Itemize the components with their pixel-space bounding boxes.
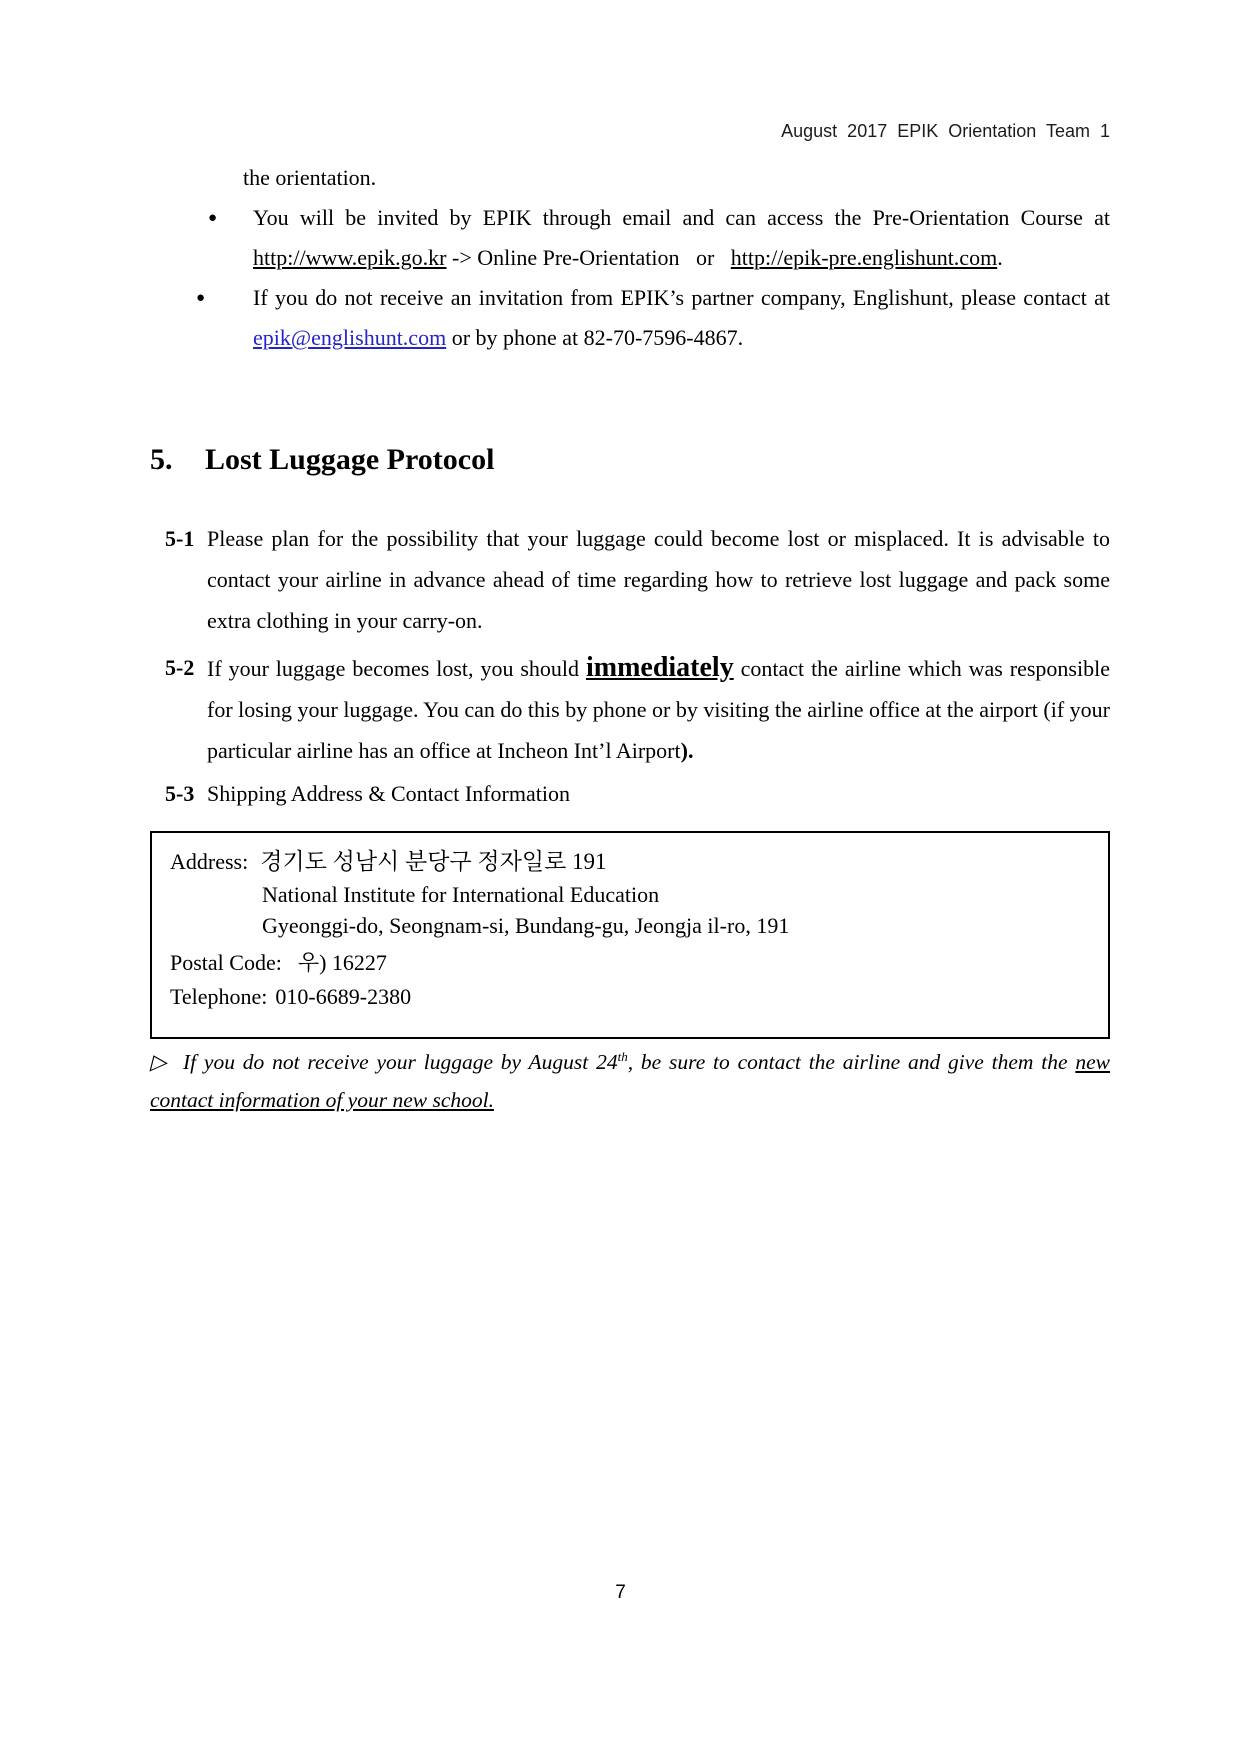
item-label: 5-1 (165, 526, 195, 551)
address-english: Gyeonggi-do, Seongnam-si, Bundang-gu, Jeongja il-ro, 191 (262, 913, 790, 938)
bullet-item-pre-orientation (150, 198, 1110, 278)
postal-code-label: Postal Code: (170, 950, 282, 975)
item-text: If your luggage becomes lost, you should (207, 656, 586, 681)
section-heading (150, 438, 1110, 482)
telephone-label: Telephone: (170, 984, 268, 1009)
triangle-marker-icon: ▷ (150, 1050, 169, 1074)
address-korean: 경기도 성남시 분당구 정자일로 191 (260, 849, 607, 874)
item-label: 5-2 (165, 655, 195, 680)
emphasis-immediately: immediately (585, 652, 734, 683)
epik-email-link[interactable]: epik@englishunt.com (253, 325, 447, 350)
institute-name: National Institute for International Education (262, 882, 660, 907)
note-text: If you do not receive your luggage by August 24 (182, 1050, 618, 1074)
item-text: Please plan for the possibility that your luggage could become lost or misplaced. It is advisable to contact your airline in advance ahead of time regarding how to retrieve lost luggage and pack some extra clothing in your carry-on. (207, 526, 1110, 633)
bullet-icon: ● (208, 210, 218, 226)
bullet-icon: ● (196, 290, 206, 306)
bullet-text: . (997, 245, 1003, 270)
document-content (150, 0, 1110, 1119)
telephone-line (170, 980, 1090, 1014)
section-number: 5. (150, 443, 173, 476)
section-item-5-1 (150, 518, 1110, 641)
item-label: 5-3 (165, 781, 195, 806)
note-underlined-text: new contact information of your new school. (150, 1050, 1110, 1112)
section-item-5-2 (150, 647, 1110, 771)
page-header: August 2017 EPIK Orientation Team 1 (781, 121, 1110, 141)
section-title: Lost Luggage Protocol (205, 443, 495, 476)
section-item-5-3 (150, 773, 1110, 814)
intro-section (150, 158, 1110, 358)
englishunt-website-link[interactable]: http://epik-pre.englishunt.com (730, 245, 998, 270)
item-text: contact the airline which was responsible for losing your luggage. You can do this by phone or by visiting the airline office at the airport (if your particular airline has an office at Incheon Int’l Airport (207, 656, 1110, 763)
item-text: Shipping Address & Contact Information (207, 781, 570, 806)
luggage-note (150, 1043, 1110, 1119)
address-line (170, 845, 1090, 879)
epik-website-link[interactable]: http://www.epik.go.kr (253, 245, 447, 270)
paragraph-lead: the orientation. (243, 165, 377, 190)
telephone-value: 010-6689-2380 (275, 984, 412, 1009)
address-label: Address: (170, 849, 249, 874)
postal-code-line (170, 946, 1090, 980)
note-text: , be sure to contact the airline and give them the (627, 1050, 1076, 1074)
page-number: 7 (615, 1582, 626, 1603)
item-text: ). (680, 738, 694, 763)
bullet-item-invitation (150, 278, 1110, 358)
note-superscript: th (617, 1048, 628, 1064)
bullet-text: You will be invited by EPIK through email and can access the Pre-Orientation Course at (253, 205, 1110, 230)
bullet-text: -> Online Pre-Orientation or (446, 245, 731, 270)
address-box (150, 831, 1110, 1039)
postal-code-value: 우) 16227 (297, 950, 387, 975)
bullet-text: If you do not receive an invitation from EPIK’s partner company, Englishunt, please contact at (253, 285, 1110, 310)
bullet-text: or by phone at 82-70-7596-4867. (446, 325, 744, 350)
